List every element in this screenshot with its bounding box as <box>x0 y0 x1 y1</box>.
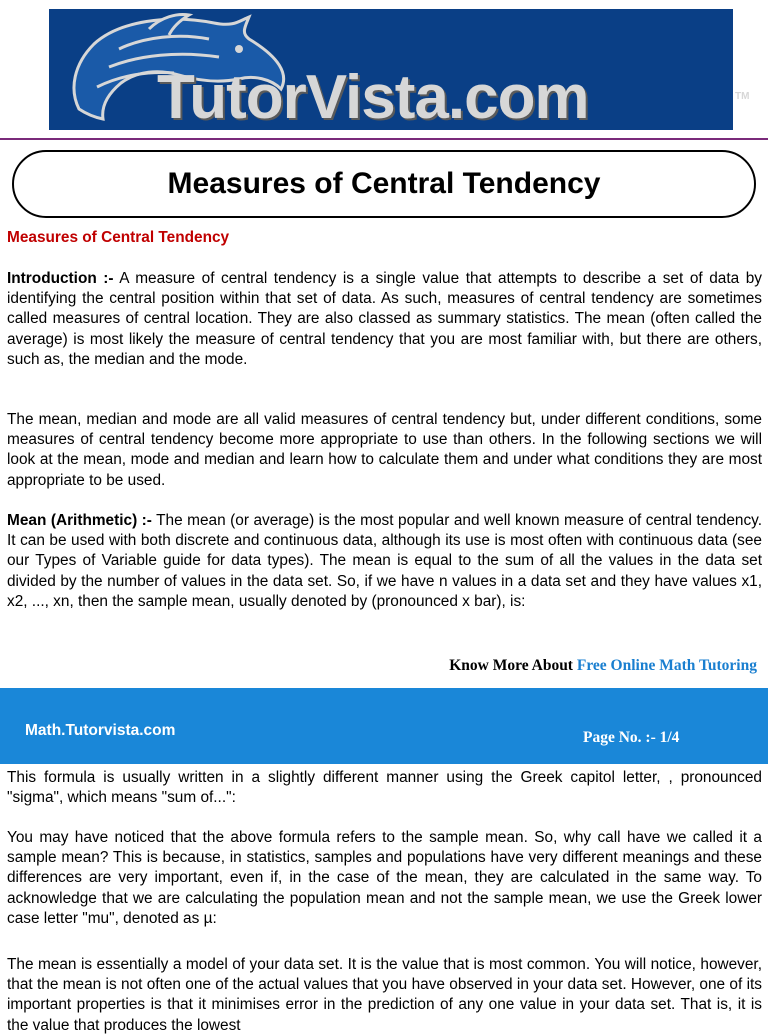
page2-paragraph-3 <box>7 955 762 1036</box>
free-online-math-tutoring-link[interactable]: Free Online Math Tutoring <box>576 657 757 674</box>
logo-trademark: TM <box>735 91 750 102</box>
title-banner <box>12 150 756 218</box>
paragraph-2 <box>7 410 762 491</box>
page2-p1-text: This formula is usually written in a slightly different manner using the Greek capitol letter, , pronounced "sigma", which means "sum of...": <box>7 769 762 807</box>
intro-paragraph <box>7 269 762 370</box>
paragraph-2-text: The mean, median and mode are all valid measures of central tendency but, under different conditions, some measures of central tendency become more appropriate to use than others. In the following sections we will look at the mean, mode and median and learn how to calculate them and under what conditions they are most appropriate to be used. <box>7 411 762 489</box>
mean-text: The mean (or average) is the most popular and well known measure of central tendency. It can be used with both discrete and continuous data, although its use is most often with continuous data (see our Types of Variable guide for data types). The mean is equal to the sum of all the values in the data set divided by the number of values in the data set. So, if we have n values in a data set and they have values x1, x2, ..., xn, then the sample mean, usually denoted by (pronounced x bar), is: <box>7 512 762 610</box>
tutorvista-logo <box>49 9 750 132</box>
intro-text: A measure of central tendency is a single value that attempts to describe a set of data by identifying the central position within that set of data. As such, measures of central tendency are sometimes called measures of central location. They are also classed as summary statistics. The mean (often called the average) is most likely the measure of central tendency that you are most familiar with, but there are others, such as, the median and the mode. <box>7 270 762 368</box>
logo-text: TutorVista.com <box>157 63 589 132</box>
page-footer <box>0 688 768 764</box>
page2-p2-text: You may have noticed that the above formula refers to the sample mean. So, why call have we called it a sample mean? This is because, in statistics, samples and populations have very different meanings and these differences are very important, even if, in the case of the mean, they are calculated in the same way. To acknowledge that we are calculating the population mean and not the sample mean, we use the Greek lower case letter "mu", denoted as µ: <box>7 829 762 927</box>
section-heading: Measures of Central Tendency <box>7 229 230 246</box>
page-number: Page No. :- 1/4 <box>583 729 680 746</box>
intro-label: Introduction :- <box>7 270 114 287</box>
know-more-prefix: Know More About <box>449 657 577 674</box>
header-divider <box>0 138 768 140</box>
know-more <box>449 657 757 675</box>
page2-paragraph-2 <box>7 828 762 929</box>
mean-label: Mean (Arithmetic) :- <box>7 512 152 529</box>
page-title: Measures of Central Tendency <box>167 167 601 200</box>
page2-p3-text: The mean is essentially a model of your data set. It is the value that is most common. You will notice, however, that the mean is not often one of the actual values that you have observed in your data set. However, one of its important properties is that it minimises error in the prediction of any one value in your data set. That is, it is the value that produces the lowest <box>7 956 762 1034</box>
footer-site-link[interactable]: Math.Tutorvista.com <box>25 722 176 739</box>
mean-paragraph <box>7 511 762 612</box>
page2-paragraph-1 <box>7 768 762 808</box>
